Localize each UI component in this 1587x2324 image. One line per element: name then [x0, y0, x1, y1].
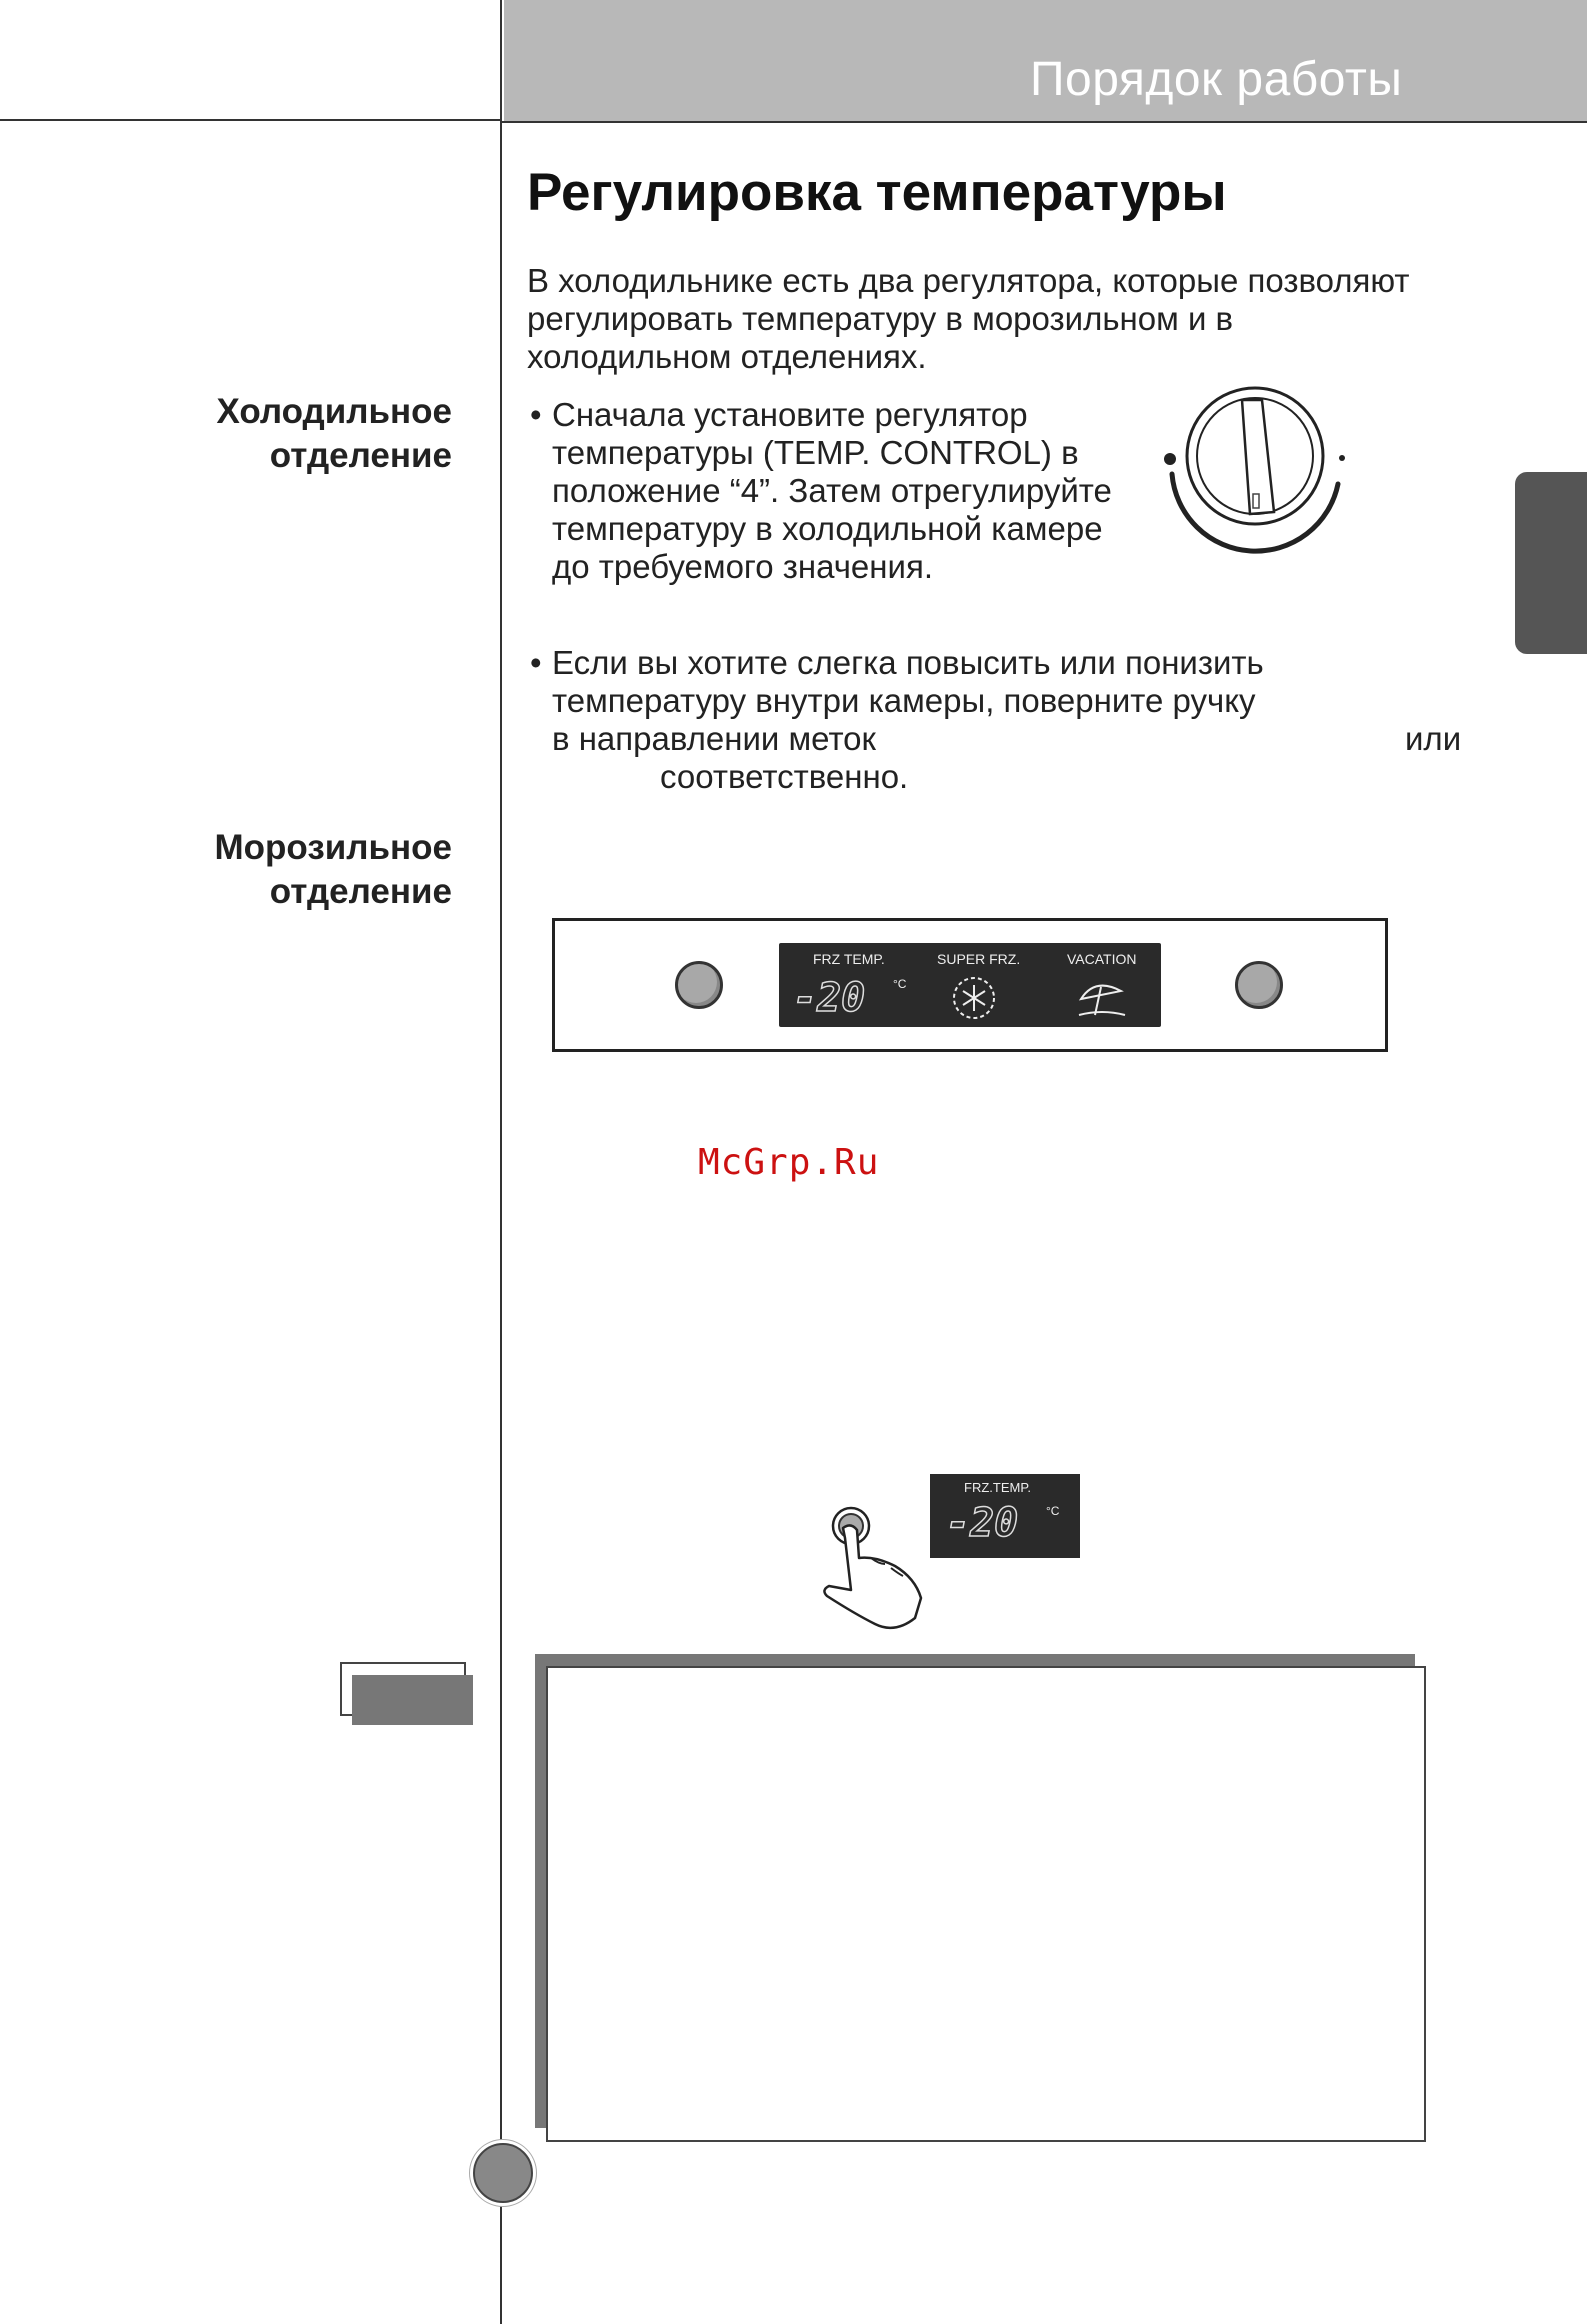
fridge-bullet-2-end: соответственно. — [660, 758, 909, 795]
fridge-compartment-label — [150, 390, 452, 478]
fridge-bullet-1 — [530, 396, 1150, 626]
page-number-marker — [473, 2143, 533, 2203]
fridge-bullet-2-text: Если вы хотите слегка повысить или понизить температуру внутри камеры, поверните ручку в направлении меток — [552, 644, 1264, 757]
intro-paragraph: В холодильнике есть два регулятора, которые позволяют регулировать температуру в морозильном и в холодильном отделениях. — [527, 262, 1410, 375]
fridge-bullet-2-or: или — [1405, 720, 1462, 757]
page-divider-vertical — [500, 0, 502, 2324]
freezer-label-line-2: отделение — [269, 872, 452, 911]
right-control-button[interactable] — [1235, 961, 1283, 1009]
fridge-bullet-1-text: Сначала установите регулятор температуры (TEMP. CONTROL) в положение “4”. Затем отрегулируйте температуру в холодильной камере до требуемого значения. — [552, 396, 1112, 585]
fridge-label-line-2: отделение — [269, 436, 452, 475]
temp-control-dial — [1150, 374, 1350, 560]
watermark: McGrp.Ru — [698, 1142, 880, 1183]
note-tab — [352, 1675, 473, 1725]
temperature-unit: °C — [893, 977, 907, 991]
mini-temperature-readout: -20 — [946, 1500, 1019, 1546]
page-title: Регулировка температуры — [527, 163, 1227, 222]
mini-frz-temp-label: FRZ.TEMP. — [964, 1480, 1031, 1495]
super-freeze-icon — [949, 973, 999, 1028]
panel-display — [779, 943, 1161, 1027]
vacation-label: VACATION — [1067, 951, 1137, 967]
freezer-control-panel — [552, 918, 1388, 1052]
left-control-button[interactable] — [675, 961, 723, 1009]
page-divider-horizontal — [0, 119, 502, 121]
mini-freezer-display — [930, 1474, 1080, 1558]
frz-temp-label: FRZ TEMP. — [813, 951, 885, 967]
mini-temperature-unit: °C — [1046, 1504, 1060, 1518]
freezer-compartment-label — [150, 826, 452, 914]
fridge-label-line-1: Холодильное — [216, 392, 452, 431]
super-frz-label: SUPER FRZ. — [937, 951, 1021, 967]
temperature-readout: -20 — [793, 975, 866, 1021]
vacation-umbrella-icon — [1075, 973, 1129, 1028]
bullet-dot: • — [530, 396, 542, 433]
bullet-dot: • — [530, 644, 542, 681]
note-box — [546, 1666, 1426, 2142]
pressing-hand-illustration — [815, 1498, 935, 1641]
chapter-tab — [1515, 472, 1587, 654]
section-title: Порядок работы — [1030, 53, 1403, 106]
freezer-label-line-1: Морозильное — [214, 828, 452, 867]
